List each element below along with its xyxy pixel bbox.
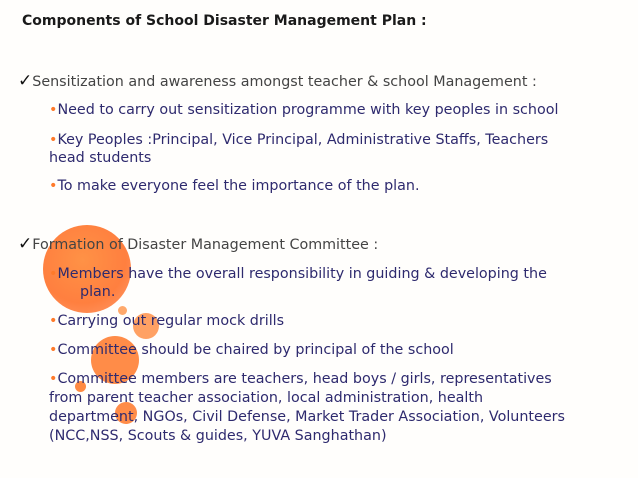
section1-bullet: •Key Peoples :Principal, Vice Principal, Administrative Staffs, Teachers	[49, 132, 549, 148]
section2-heading: ✓Formation of Disaster Management Committee :	[18, 234, 379, 254]
section2-bullet-continuation: (NCC,NSS, Scouts & guides, YUVA Sanghathan)	[49, 428, 387, 444]
section1-bullet-continuation: head students	[49, 150, 152, 166]
section2-bullet-continuation: department, NGOs, Civil Defense, Market Trader Association, Volunteers	[49, 409, 565, 425]
section2-bullet: •Committee should be chaired by principal of the school	[49, 342, 454, 358]
bullet-icon: •	[49, 371, 58, 387]
section2-bullet: •Committee members are teachers, head boys / girls, representatives	[49, 371, 552, 387]
bullet-icon: •	[49, 178, 58, 194]
bullet-icon: •	[49, 102, 58, 118]
bullet-icon: •	[49, 342, 58, 358]
bullet-icon: •	[49, 132, 58, 148]
section1-heading: ✓Sensitization and awareness amongst teacher & school Management :	[18, 71, 537, 91]
section2-bullet-continuation: plan.	[80, 284, 116, 300]
section2-bullet-continuation: from parent teacher association, local administration, health	[49, 390, 484, 406]
slide-title: Components of School Disaster Management Plan :	[22, 13, 427, 29]
checkmark-icon: ✓	[18, 71, 33, 91]
checkmark-icon: ✓	[18, 234, 33, 254]
bullet-icon: •	[49, 313, 58, 329]
section1-bullet: •To make everyone feel the importance of the plan.	[49, 178, 420, 194]
section2-bullet: •Members have the overall responsibility in guiding & developing the	[49, 266, 547, 282]
section1-bullet: •Need to carry out sensitization programme with key peoples in school	[49, 102, 559, 118]
section2-bullet: •Carrying out regular mock drills	[49, 313, 285, 329]
bullet-icon: •	[49, 266, 58, 282]
